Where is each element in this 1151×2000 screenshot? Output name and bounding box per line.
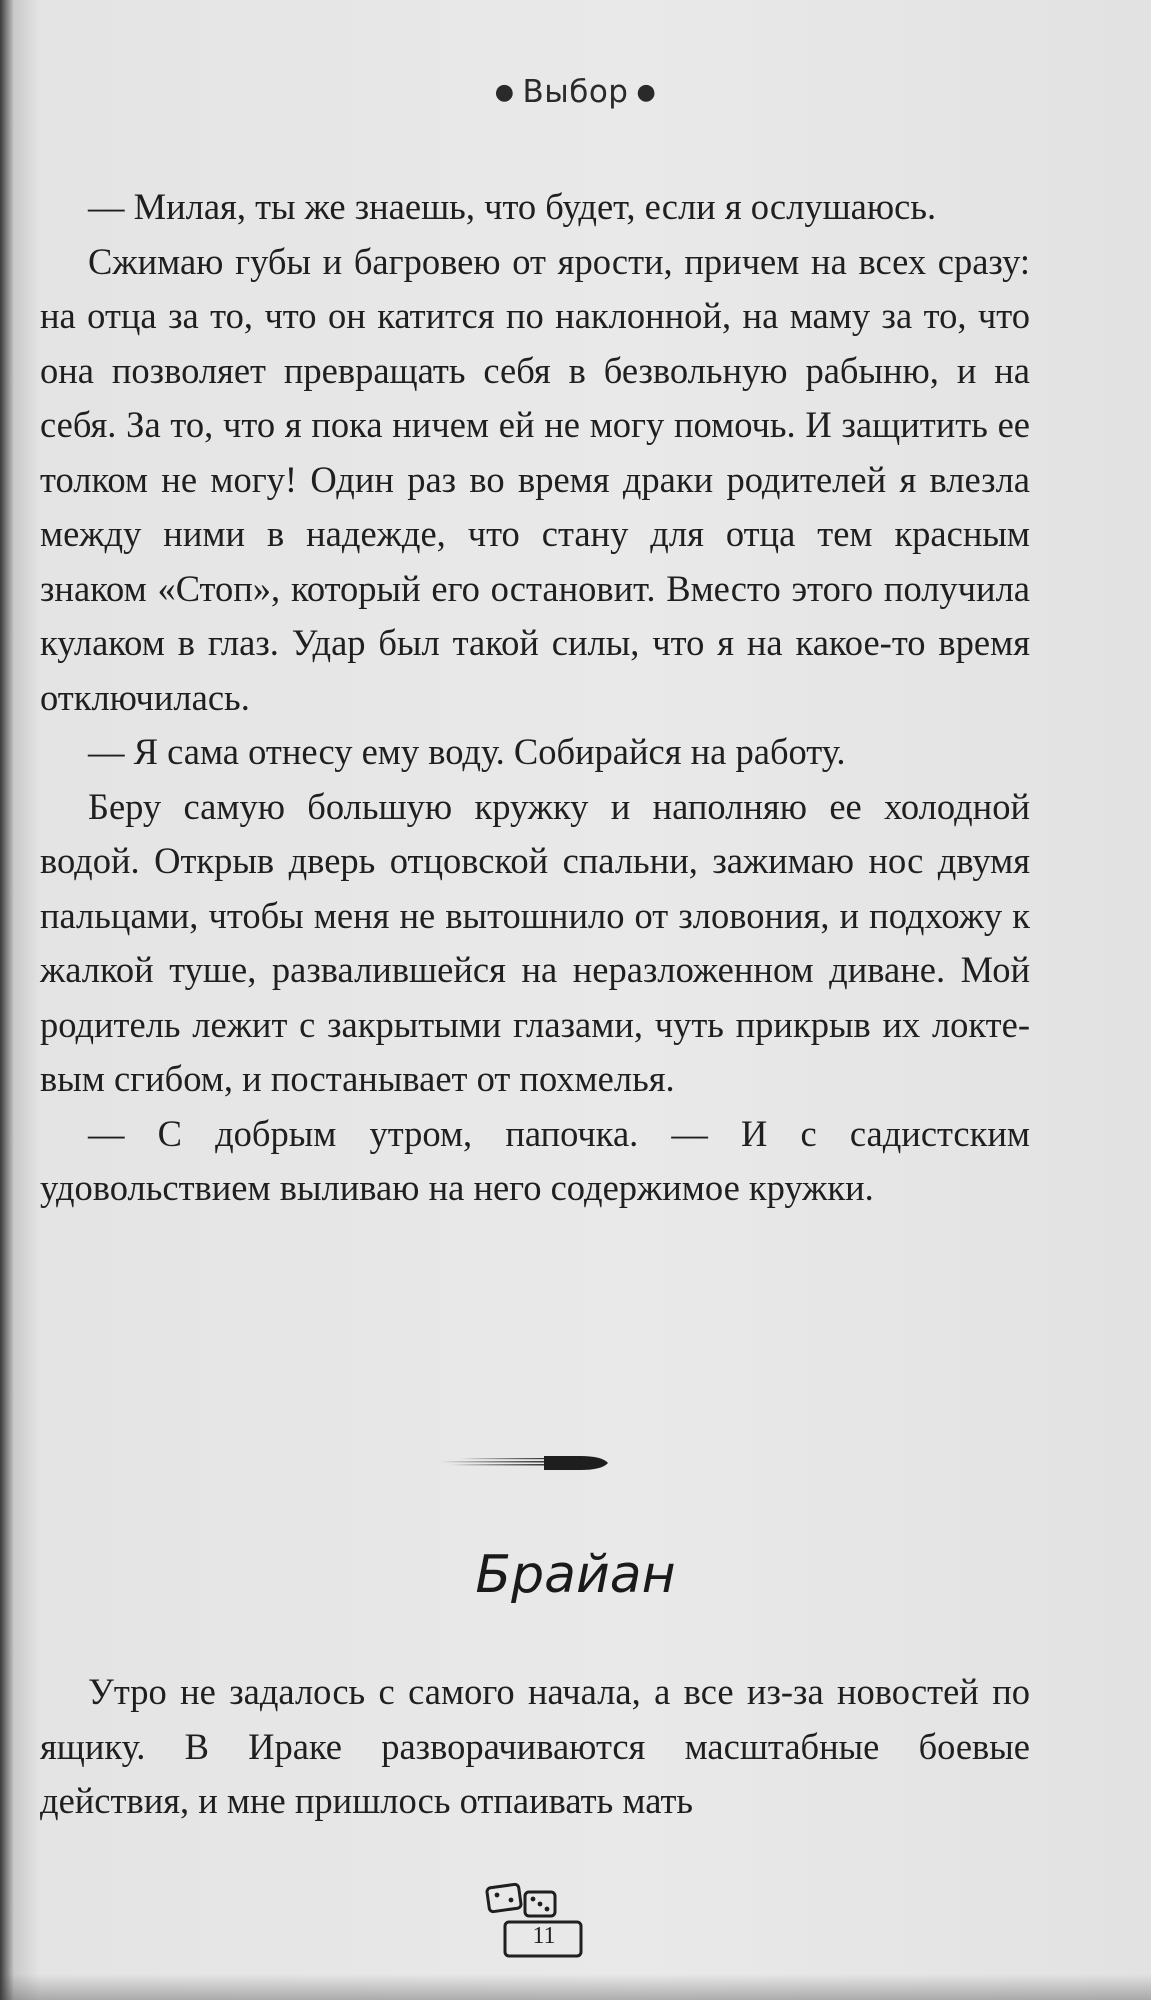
body-text-bottom <box>40 1665 1030 1829</box>
bullet-ornament-icon <box>440 1448 610 1478</box>
running-header <box>0 74 1151 110</box>
running-header-title: Выбор <box>522 74 629 110</box>
page-bottom-shadow <box>0 1974 1151 2000</box>
header-bullet-left: ● <box>494 80 515 105</box>
header-bullet-right: ● <box>636 80 657 105</box>
paragraph: — Я сама отнесу ему воду. Собирайся на работу. <box>88 731 846 772</box>
paragraph: — С добрым утром, папочка. — И с садистским удовольствием выливаю на него содержимое кружки. <box>40 1112 1030 1208</box>
paragraph: Сжимаю губы и багровею от ярости, причем на всех сразу: на отца за то, что он катится по наклонной, на маму за то, что она позволяет превращать себя в безвольную рабыню, и на себя. За то, что я пока ничем ей не могу помочь. И защитить ее толком не могу! Один раз во время драки родителей я влезла между ними в надежде, что стану для отца тем красным знаком «Стоп», который его остановит. Вместо этого получила кулаком в глаз. Удар был такой силы, что я на какое-то время отключилась. <box>40 240 1030 718</box>
body-text-top <box>40 180 1030 1216</box>
paragraph: — Милая, ты же знаешь, что будет, если я ослушаюсь. <box>88 186 937 227</box>
chapter-title: Брайан <box>475 1545 676 1605</box>
paragraph: Утро не задалось с самого начала, а все из-за новостей по ящику. В Ираке разворачиваются масштабные боевые действия, и мне пришлось отпаивать мать <box>40 1671 1030 1821</box>
page-number: 11 <box>532 1923 556 1949</box>
paragraph: Беру самую большую кружку и наполняю ее холодной водой. Открыв дверь отцовской спальни, зажимаю нос двумя пальцами, чтобы меня не вытошнило от зловония, и подхожу к жалкой туше, развалившейся на неразложенном диване. Мой родитель лежит с закрытыми глазами, чуть прикрыв их локтевым сгибом, и постанывает от похмелья. <box>40 785 1030 1099</box>
